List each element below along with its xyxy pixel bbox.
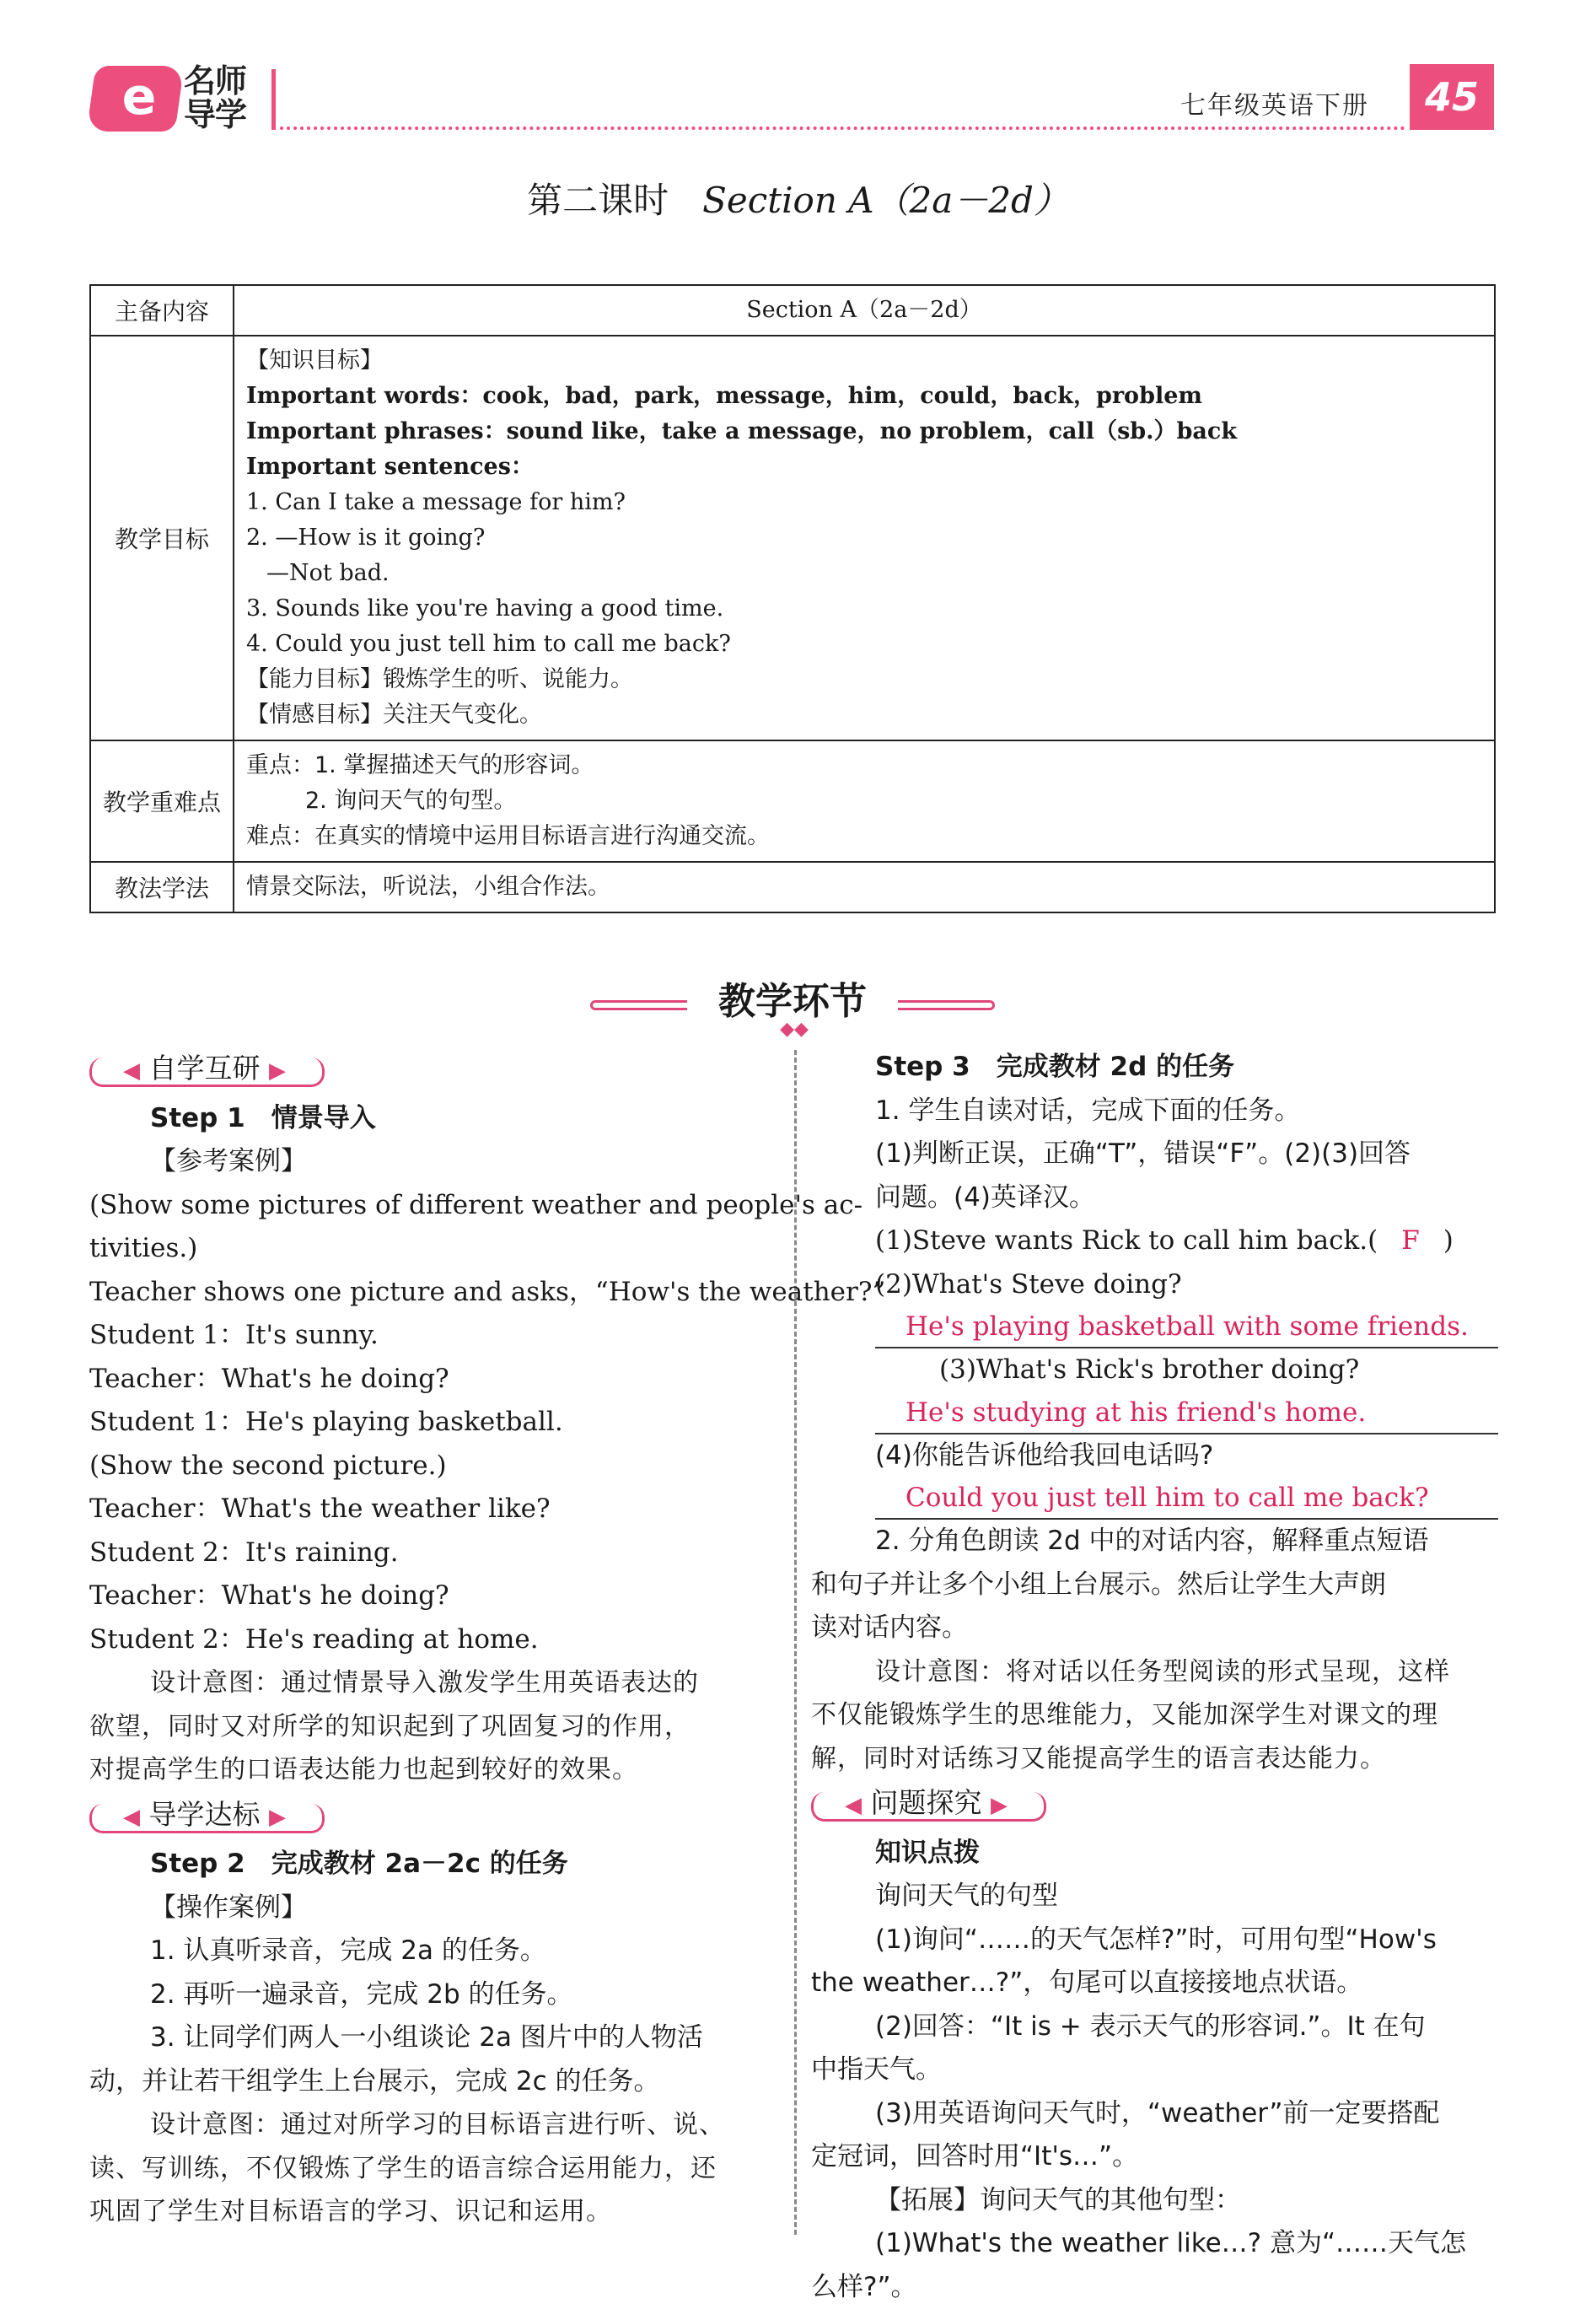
question-3: (3)What's Rick's brother doing? xyxy=(811,1348,1498,1392)
design-intent: 读、写训练，不仅锻炼了学生的语言综合运用能力，还 xyxy=(89,2147,781,2191)
step-title: Step 3 完成教材 2d 的任务 xyxy=(811,1046,1498,1090)
answer-line: Could you just tell him to call me back? xyxy=(875,1477,1498,1520)
page-number: 45 xyxy=(1410,64,1494,130)
table-cell: 情景交际法，听说法，小组合作法。 xyxy=(234,862,1495,912)
objective-line: 【知识目标】 xyxy=(246,343,1482,379)
arrow-left-icon: ◀ xyxy=(845,1793,862,1818)
lesson-title-section: Section A（2a－2d） xyxy=(702,180,1069,221)
question-2: (2)What's Steve doing? xyxy=(811,1263,1498,1307)
table-label: 教学目标 xyxy=(90,336,234,740)
objective-line: Important phrases：sound like，take a message，no problem，call（sb.）back xyxy=(246,414,1482,449)
question-4: (4)你能告诉他给我回电话吗? xyxy=(811,1434,1498,1478)
objective-line: 【情感目标】关注天气变化。 xyxy=(246,697,1482,733)
design-intent: 巩固了学生对目标语言的学习、识记和运用。 xyxy=(89,2190,781,2234)
arrow-left-icon: ◀ xyxy=(123,1058,140,1084)
task-line: (1)判断正误，正确“T”，错误“F”。(2)(3)回答 xyxy=(811,1133,1498,1176)
design-intent: 不仅能锻炼学生的思维能力，又能加深学生对课文的理 xyxy=(811,1693,1498,1737)
section-tag xyxy=(89,1794,320,1836)
answer-tf: F xyxy=(1378,1225,1443,1256)
knowledge-line: the weather…?”，句尾可以直接接地点状语。 xyxy=(811,1962,1498,2005)
task-line: 1. 学生自读对话，完成下面的任务。 xyxy=(811,1090,1498,1133)
task-line: 读对话内容。 xyxy=(811,1607,1498,1650)
dialog-line: (Show some pictures of different weather and people's ac- xyxy=(89,1184,781,1228)
knowledge-title: 知识点拨 xyxy=(811,1832,1498,1876)
case-label: 【参考案例】 xyxy=(89,1140,781,1184)
banner-title: 教学环节 xyxy=(687,977,898,1027)
table-row xyxy=(90,862,1495,912)
lesson-title-cn: 第二课时 xyxy=(527,180,669,221)
table-cell: Section A（2a－2d） xyxy=(234,285,1495,336)
tag-label: 自学互研 xyxy=(149,1052,261,1085)
dialog-line: Teacher：What's he doing? xyxy=(89,1358,781,1402)
column-divider xyxy=(794,1050,797,2235)
table-label: 教学重难点 xyxy=(90,740,234,862)
design-intent: 解，同时对话练习又能提高学生的语言表达能力。 xyxy=(811,1737,1498,1781)
knowledge-line: 么样?”。 xyxy=(811,2266,1498,2309)
knowledge-subtitle: 询问天气的句型 xyxy=(811,1875,1498,1919)
arrow-right-icon: ▶ xyxy=(269,1058,286,1084)
dialog-line: Student 2：It's raining. xyxy=(89,1531,781,1575)
lesson-title xyxy=(0,177,1596,224)
knowledge-line: 定冠词，回答时用“It's…”。 xyxy=(811,2135,1498,2179)
objective-line: 【能力目标】锻炼学生的听、说能力。 xyxy=(246,662,1482,697)
dialog-line: Teacher：What's he doing? xyxy=(89,1574,781,1618)
section-tag xyxy=(89,1047,320,1090)
arrow-left-icon: ◀ xyxy=(123,1805,140,1830)
diamond-arrow-icon: ◆◆ xyxy=(777,1020,811,1039)
book-title: 七年级英语下册 xyxy=(1180,91,1369,121)
objective-line: 2. —How is it going? xyxy=(246,520,1482,556)
objective-line: 3. Sounds like you're having a good time. xyxy=(246,591,1482,627)
section-banner xyxy=(590,977,995,1027)
task-line: 2. 分角色朗读 2d 中的对话内容，解释重点短语 xyxy=(811,1520,1498,1564)
knowledge-line: (1)询问“……的天气怎样?”时，可用句型“How's xyxy=(811,1919,1498,1962)
knowledge-line: (1)What's the weather like…? 意为“……天气怎 xyxy=(811,2222,1498,2266)
task-line: 2. 再听一遍录音，完成 2b 的任务。 xyxy=(89,1973,781,2017)
header-dotted-line xyxy=(280,126,1405,130)
answer-line: He's studying at his friend's home. xyxy=(875,1392,1498,1434)
task-line: 问题。(4)英译汉。 xyxy=(811,1176,1498,1220)
objective-line: Important sentences： xyxy=(246,449,1482,485)
objective-line: —Not bad. xyxy=(246,556,1482,591)
table-label: 教法学法 xyxy=(90,862,234,912)
section-tag xyxy=(811,1782,1041,1824)
arrow-right-icon: ▶ xyxy=(991,1793,1008,1818)
task-line: 3. 让同学们两人一小组谈论 2a 图片中的人物活 xyxy=(89,2016,781,2060)
dialog-line: Student 1：It's sunny. xyxy=(89,1314,781,1358)
table-cell xyxy=(234,336,1495,740)
key-point-line: 重点：1. 掌握描述天气的形容词。 xyxy=(246,748,1482,783)
logo-text xyxy=(184,64,268,132)
dialog-line: (Show the second picture.) xyxy=(89,1445,781,1488)
key-point-line: 难点：在真实的情境中运用目标语言进行沟通交流。 xyxy=(246,819,1482,854)
tag-label: 导学达标 xyxy=(149,1798,261,1831)
knowledge-line: (2)回答：“It is + 表示天气的形容词.”。It 在句 xyxy=(811,2005,1498,2049)
answer-line: He's playing basketball with some friends. xyxy=(875,1306,1498,1348)
knowledge-line: 中指天气。 xyxy=(811,2048,1498,2092)
dialog-line: Student 1：He's playing basketball. xyxy=(89,1401,781,1445)
knowledge-line: 【拓展】询问天气的其他句型： xyxy=(811,2179,1498,2223)
dialog-line: Student 2：He's reading at home. xyxy=(89,1618,781,1662)
tag-label: 问题探究 xyxy=(871,1786,982,1819)
dialog-line: tivities.) xyxy=(89,1227,781,1271)
design-intent: 对提高学生的口语表达能力也起到较好的效果。 xyxy=(89,1748,781,1792)
logo-divider xyxy=(271,69,276,130)
arrow-right-icon: ▶ xyxy=(269,1805,286,1830)
table-row xyxy=(90,740,1495,862)
task-line: 动，并让若干组学生上台展示，完成 2c 的任务。 xyxy=(89,2060,781,2104)
table-row xyxy=(90,336,1495,740)
key-point-line: 2. 询问天气的句型。 xyxy=(246,783,1482,819)
design-intent: 设计意图：通过对所学习的目标语言进行听、说、 xyxy=(89,2103,781,2147)
logo-icon: e xyxy=(110,67,169,126)
right-column xyxy=(811,1046,1498,2309)
lesson-plan-table xyxy=(89,284,1496,913)
question-1: (1)Steve wants Rick to call him back.( F ) xyxy=(811,1219,1498,1263)
dialog-line: Teacher shows one picture and asks，“How's the weather?” xyxy=(89,1271,781,1315)
dialog-line: Teacher：What's the weather like? xyxy=(89,1488,781,1531)
design-intent: 设计意图：通过情景导入激发学生用英语表达的 xyxy=(89,1661,781,1705)
objective-line: Important words：cook，bad，park，message，him，could，back，problem xyxy=(246,379,1482,414)
table-cell xyxy=(234,740,1495,862)
left-column xyxy=(89,1046,781,2234)
case-label: 【操作案例】 xyxy=(89,1886,781,1930)
objective-line: 4. Could you just tell him to call me back? xyxy=(246,627,1482,662)
design-intent: 设计意图：将对话以任务型阅读的形式呈现，这样 xyxy=(811,1650,1498,1694)
table-label: 主备内容 xyxy=(90,285,234,336)
task-line: 1. 认真听录音，完成 2a 的任务。 xyxy=(89,1930,781,1973)
table-row xyxy=(90,285,1495,336)
logo-text-line2: 导学 xyxy=(184,98,268,132)
step-title: Step 1 情景导入 xyxy=(89,1097,781,1141)
objective-line: 1. Can I take a message for him? xyxy=(246,485,1482,520)
logo-text-line1: 名师 xyxy=(184,64,268,98)
knowledge-line: (3)用英语询问天气时，“weather”前一定要搭配 xyxy=(811,2092,1498,2136)
step-title: Step 2 完成教材 2a－2c 的任务 xyxy=(89,1843,781,1886)
task-line: 和句子并让多个小组上台展示。然后让学生大声朗 xyxy=(811,1564,1498,1607)
design-intent: 欲望，同时又对所学的知识起到了巩固复习的作用， xyxy=(89,1705,781,1749)
